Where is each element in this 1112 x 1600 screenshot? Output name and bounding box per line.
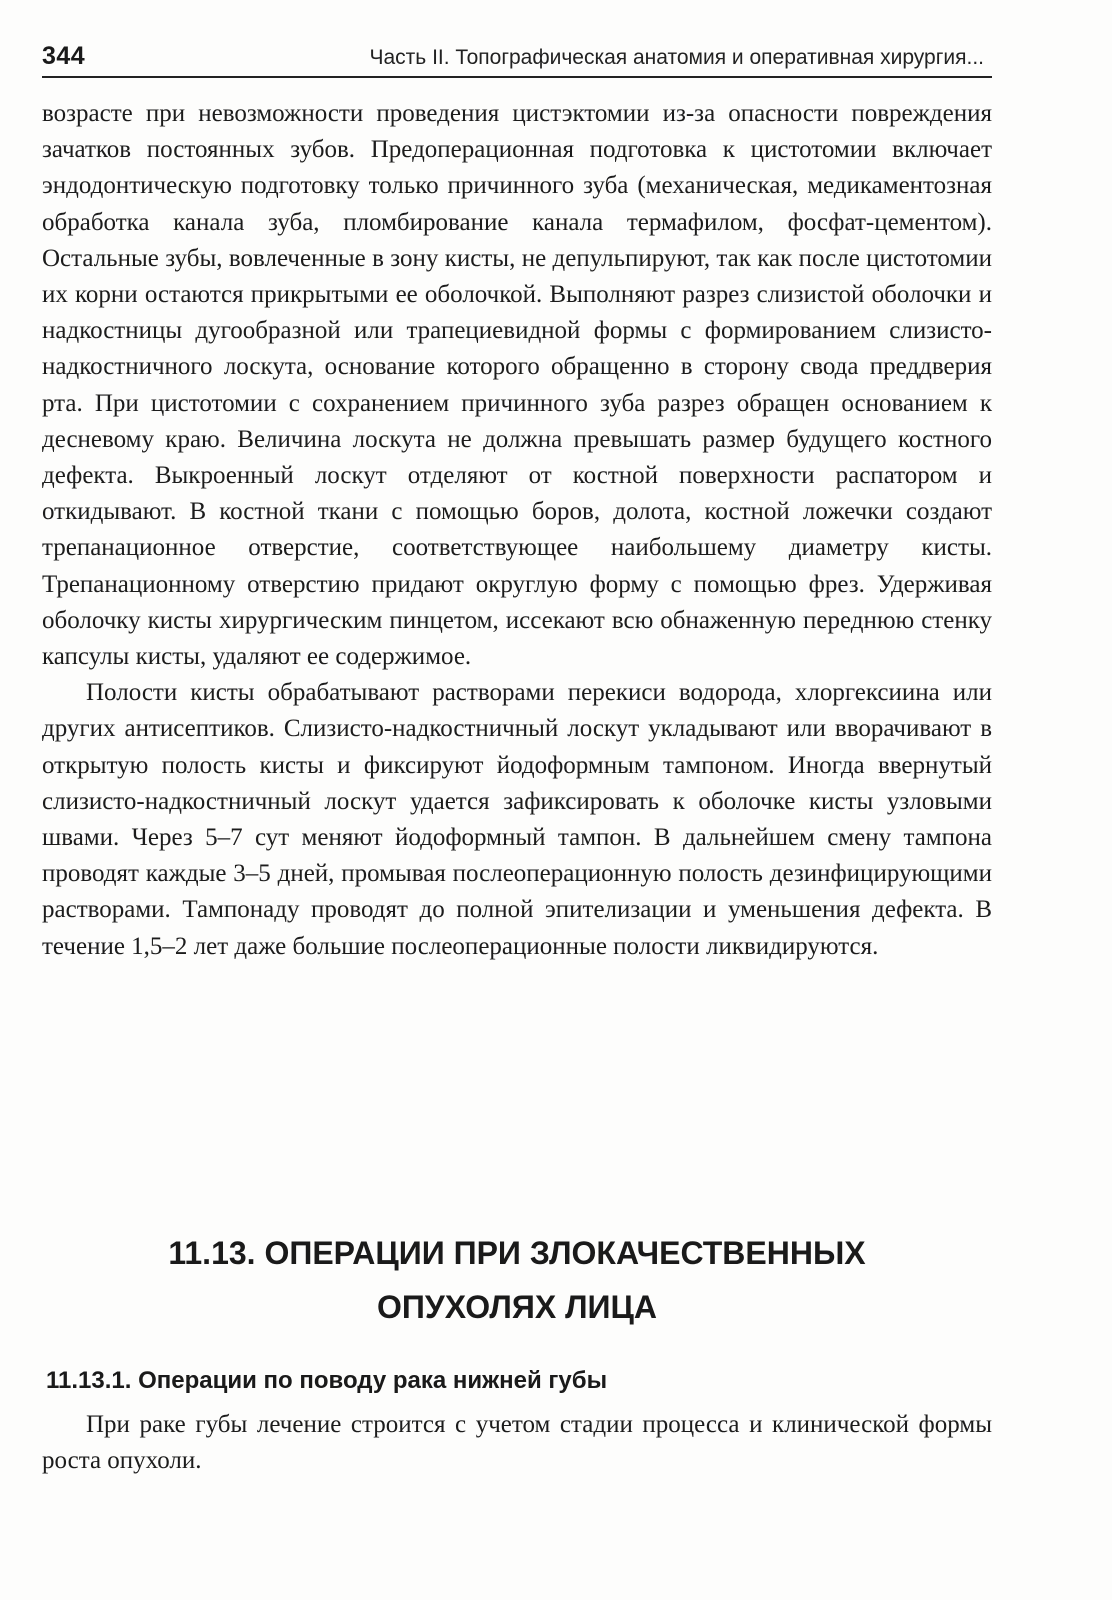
running-title: Часть II. Топографическая анатомия и оперативная хирургия...	[369, 46, 984, 69]
section-heading-line-2: ОПУХОЛЯХ ЛИЦА	[376, 1289, 658, 1325]
paragraph: При раке губы лечение строится с учетом стадии процесса и клинической формы роста опухоли.	[42, 1411, 992, 1475]
paragraph: Полости кисты обрабатывают растворами перекиси водорода, хлоргексиина или других антисептиков. Слизисто-надкостничный лоскут укладывают или вворачивают в открытую полость кисты и фиксируют йодоформным тампоном. Иногда ввернутый слизисто-надкостничный лоскут удается зафиксировать к оболочке кисты узловыми швами. Через 5–7 сут меняют йодоформный тампон. В дальнейшем смену тампона проводят каждые 3–5 дней, промывая послеоперационную полость дезинфицирующими растворами. Тампонаду проводят до полной эпителизации и уменьшения дефекта. В течение 1,5–2 лет даже большие послеоперационные полости ликвидируются.	[42, 679, 992, 960]
section-heading	[42, 1226, 992, 1334]
paragraph-continued: возрасте при невозможности проведения цистэктомии из-за опасности повреждения зачатков постоянных зубов. Предоперационная подготовка к цистотомии включает эндодонтическую подготовку только причинного зуба (механическая, медикаментозная обработка канала зуба, пломбирование канала термафилом, фосфат-цементом). Остальные зубы, вовлеченные в зону кисты, не депульпируют, так как после цистотомии их корни остаются прикрытыми ее оболочкой. Выполняют разрез слизистой оболочки и надкостницы дугообразной или трапециевидной формы с формированием слизисто-надкостничного лоскута, основание которого обращенно в сторону свода преддверия рта. При цистотомии с сохранением причинного зуба разрез обращен основанием к десневому краю. Величина лоскута не должна превышать размер будущего костного дефекта. Выкроенный лоскут отделяют от костной поверхности распатором и откидывают. В костной ткани с помощью боров, долота, костной ложечки создают трепанационное отверстие, соответствующее наибольшему диаметру кисты. Трепанационному отверстию придают округлую форму с помощью фрез. Удерживая оболочку кисты хирургическим пинцетом, иссекают всю обнаженную переднюю стенку капсулы кисты, удаляют ее содержимое.	[42, 100, 992, 671]
body-text	[42, 96, 992, 965]
section-heading-line-1: 11.13. ОПЕРАЦИИ ПРИ ЗЛОКАЧЕСТВЕННЫХ	[168, 1235, 866, 1271]
section-body-text	[42, 1407, 992, 1479]
subsection-heading: 11.13.1. Операции по поводу рака нижней губы	[46, 1367, 608, 1394]
running-header	[42, 40, 992, 78]
page-number: 344	[42, 42, 86, 70]
